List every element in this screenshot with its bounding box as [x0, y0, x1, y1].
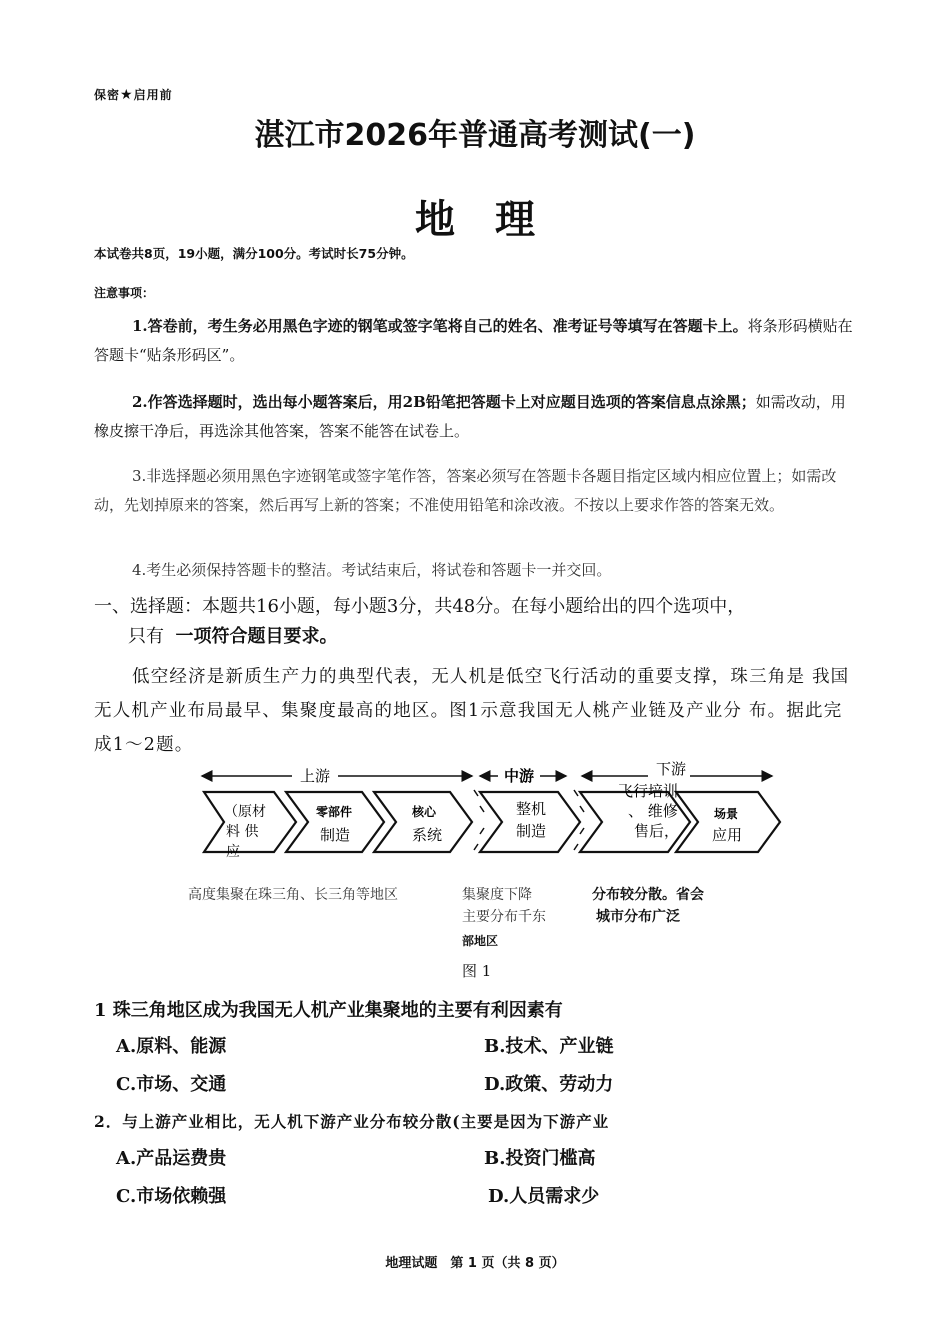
caption-midstream-1: 集聚度下降: [462, 887, 532, 903]
page-footer: 地理试题 第 1 页（共 8 页）: [385, 1256, 565, 1271]
midstream-label: 中游: [504, 767, 535, 785]
section-line-1: 一、选择题：本题共16小题，每小题3分，共48分。在每小题给出的四个选项中，: [94, 596, 746, 617]
star-icon: ★: [120, 87, 134, 103]
box2-line1: 零部件: [316, 805, 353, 819]
industry-chain-figure: [190, 760, 790, 960]
question-2-stem: 2．与上游产业相比，无人机下游产业分布较分散(主要是因为下游产业: [94, 1112, 610, 1131]
question-2-option-c[interactable]: C.市场依赖强: [116, 1186, 227, 1207]
box5-line2: 、 维修: [628, 802, 678, 820]
note-2-rest: 如需改动，用橡皮擦干净后，再选涂其他答案，答案不能答在试卷上。: [94, 393, 846, 440]
note-2: [94, 388, 854, 446]
caption-downstream-1: 分布较分散。省会: [592, 887, 704, 903]
caption-midstream-3: 部地区: [462, 934, 499, 948]
section-line-2-b: 一项符合题目要求。: [175, 626, 338, 647]
note-2-first: 2.作答选择题时，选出每小题答案后，用2B铅笔把答题卡上对应题目选项的答案信息点涂黑；: [132, 393, 756, 411]
caption-midstream-2: 主要分布千东: [462, 909, 546, 925]
note-4-text: 4.考生必须保持答题卡的整洁。考试结束后，将试卷和答题卡一并交回。: [132, 561, 612, 579]
question-2-option-a[interactable]: A.产品运费贵: [116, 1148, 227, 1169]
figure-label: 图 1: [462, 962, 492, 980]
question-1-option-b[interactable]: B.技术、产业链: [484, 1036, 614, 1057]
note-1: [94, 312, 854, 370]
intro-paragraph: 低空经济是新质生产力的典型代表，无人机是低空飞行活动的重要支撑，珠三角是 我国无人机产业布局最早、集聚度最高的地区。图1示意我国无人桃产业链及产业分 布。据此完成1～2题。: [94, 667, 850, 755]
box6-line2: 应用: [712, 826, 743, 844]
exam-info: 本试卷共8页，19小题，满分100分。考试时长75分钟。: [94, 246, 414, 261]
note-4: [94, 556, 854, 585]
question-2-option-d[interactable]: D.人员需求少: [488, 1186, 600, 1207]
section-line-2-a: 只有: [128, 626, 164, 647]
box4-line1: 整机: [516, 800, 547, 818]
caption-downstream-2: 城市分布广泛: [596, 909, 680, 925]
box6-line1: 场景: [714, 807, 739, 821]
box3-line2: 系统: [412, 826, 443, 844]
dashed-divider-1: [474, 790, 484, 850]
question-2-option-b[interactable]: B.投资门槛高: [484, 1148, 596, 1169]
confidential-text: 保密: [94, 88, 121, 102]
box1-line1: （原材: [224, 804, 266, 820]
note-1-rest: 将条形码横贴在答题卡“贴条形码区”。: [94, 317, 853, 364]
upstream-label: 上游: [300, 767, 331, 785]
box3-line1: 核心: [412, 805, 437, 819]
box5-line3: 售后，: [634, 822, 680, 840]
question-1-option-c[interactable]: C.市场、交通: [116, 1074, 227, 1095]
question-1-option-d[interactable]: D.政策、劳动力: [484, 1074, 614, 1095]
section-line-2: [94, 622, 864, 652]
box5-line1: 飞行培训: [618, 782, 679, 800]
question-1-stem: 1 珠三角地区成为我国无人机产业集聚地的主要有利因素有: [94, 1000, 563, 1021]
note-1-first: 1.答卷前，考生务必用黑色字迹的钢笔或签字笔将自己的姓名、准考证号等填写在答题卡上。: [132, 317, 748, 335]
box1-line2: 料 供: [226, 824, 259, 840]
box2-line2: 制造: [320, 826, 351, 844]
confidential-status: 启用前: [133, 88, 173, 102]
confidential-label: [94, 86, 173, 103]
notice-label: 注意事项：: [94, 286, 155, 300]
note-3: [94, 462, 854, 520]
note-3-text: 3.非选择题必须用黑色字迹钢笔或签字笔作答，答案必须写在答题卡各题目指定区域内相应位置上；如需改动，先划掉原来的答案，然后再写上新的答案；不准使用铅笔和涂改液。不按以上要求作答的答案无效。: [94, 467, 837, 514]
box1-line3: 应: [226, 844, 240, 860]
chevron-raw-materials: [204, 792, 296, 852]
caption-upstream: 高度集聚在珠三角、长三角等地区: [188, 887, 398, 903]
exam-title: 湛江市2026年普通高考测试(一): [254, 118, 696, 153]
box4-line2: 制造: [516, 822, 547, 840]
subject-title: 地理: [415, 197, 575, 243]
downstream-label: 下游: [656, 760, 687, 778]
section-heading: [94, 592, 864, 652]
question-1-option-a[interactable]: A.原料、能源: [116, 1036, 227, 1057]
